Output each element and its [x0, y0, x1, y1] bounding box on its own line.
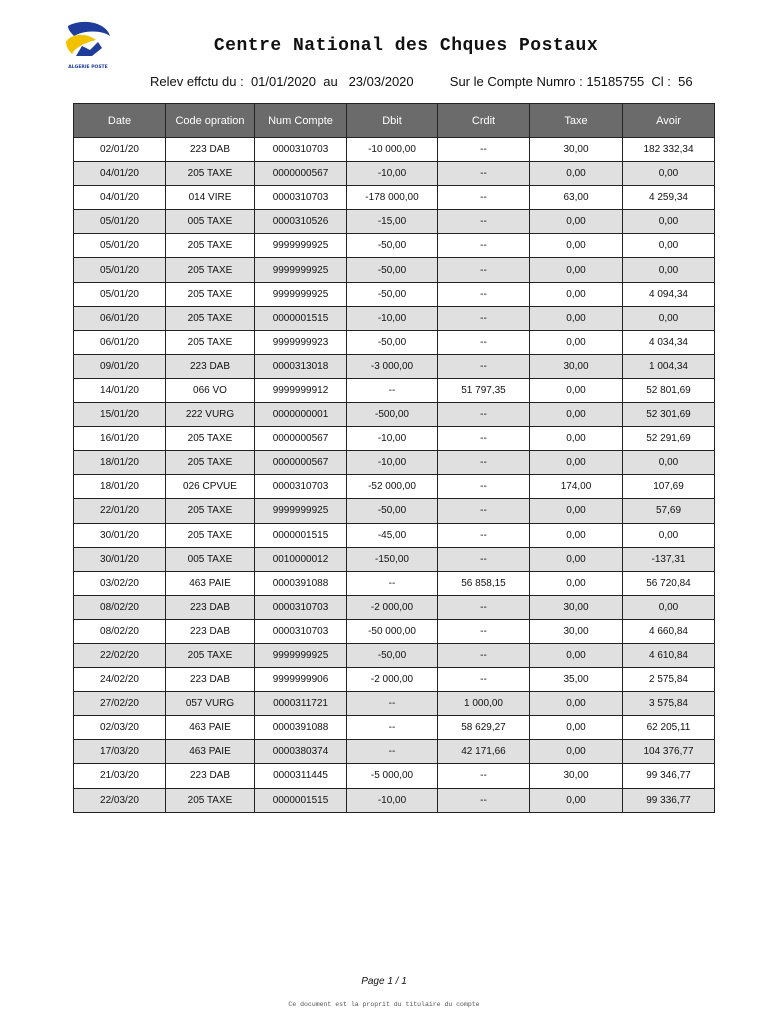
transactions-body	[74, 138, 715, 813]
credit-cell: --	[438, 427, 530, 451]
credit-cell: --	[438, 162, 530, 186]
date-cell: 08/02/20	[74, 595, 166, 619]
num-compte-cell: 0000391088	[255, 716, 347, 740]
avoir-cell: 4 610,84	[623, 643, 715, 667]
avoir-cell: 99 336,77	[623, 788, 715, 812]
avoir-cell: 0,00	[623, 234, 715, 258]
date-cell: 02/01/20	[74, 138, 166, 162]
table-row	[74, 523, 715, 547]
table-row	[74, 210, 715, 234]
avoir-cell: 52 301,69	[623, 403, 715, 427]
date-cell: 18/01/20	[74, 451, 166, 475]
debit-cell: -10,00	[347, 427, 438, 451]
date-cell: 18/01/20	[74, 475, 166, 499]
table-row	[74, 234, 715, 258]
table-row	[74, 403, 715, 427]
avoir-cell: 104 376,77	[623, 740, 715, 764]
taxe-cell: 174,00	[530, 475, 623, 499]
taxe-cell: 0,00	[530, 282, 623, 306]
taxe-cell: 0,00	[530, 788, 623, 812]
credit-cell: --	[438, 138, 530, 162]
cle-label: Cl :	[651, 74, 671, 89]
code-operation-cell: 057 VURG	[166, 692, 255, 716]
code-operation-cell: 205 TAXE	[166, 306, 255, 330]
code-operation-cell: 205 TAXE	[166, 643, 255, 667]
avoir-cell: 0,00	[623, 523, 715, 547]
date-cell: 16/01/20	[74, 427, 166, 451]
num-compte-cell: 0000000001	[255, 403, 347, 427]
num-compte-cell: 0000310703	[255, 186, 347, 210]
num-compte-cell: 0000000567	[255, 451, 347, 475]
num-compte-cell: 0000310703	[255, 138, 347, 162]
code-operation-cell: 205 TAXE	[166, 427, 255, 451]
debit-cell: -10,00	[347, 788, 438, 812]
debit-cell: -178 000,00	[347, 186, 438, 210]
date-cell: 05/01/20	[74, 210, 166, 234]
num-compte-cell: 0000001515	[255, 788, 347, 812]
code-operation-cell: 205 TAXE	[166, 499, 255, 523]
code-operation-cell: 463 PAIE	[166, 716, 255, 740]
code-operation-cell: 014 VIRE	[166, 186, 255, 210]
credit-cell: --	[438, 210, 530, 234]
date-cell: 06/01/20	[74, 306, 166, 330]
table-row	[74, 186, 715, 210]
compte-label: Sur le Compte Numro :	[449, 74, 583, 89]
table-row	[74, 668, 715, 692]
logo-caption: ALGERIE POSTE	[68, 65, 108, 70]
debit-cell: -10,00	[347, 162, 438, 186]
avoir-cell: 0,00	[623, 258, 715, 282]
table-row	[74, 788, 715, 812]
debit-cell: -150,00	[347, 547, 438, 571]
avoir-cell: 182 332,34	[623, 138, 715, 162]
num-compte-cell: 9999999906	[255, 668, 347, 692]
num-compte-cell: 0000310703	[255, 475, 347, 499]
debit-cell: -50,00	[347, 499, 438, 523]
date-cell: 09/01/20	[74, 354, 166, 378]
date-cell: 05/01/20	[74, 282, 166, 306]
taxe-cell: 0,00	[530, 547, 623, 571]
document-title: Centre National des Chques Postaux	[213, 36, 599, 56]
code-operation-cell: 463 PAIE	[166, 740, 255, 764]
transactions-table	[73, 103, 715, 813]
table-row	[74, 475, 715, 499]
table-row	[74, 451, 715, 475]
taxe-cell: 0,00	[530, 378, 623, 402]
taxe-cell: 0,00	[530, 716, 623, 740]
num-compte-cell: 0000313018	[255, 354, 347, 378]
table-row	[74, 499, 715, 523]
debit-cell: -10 000,00	[347, 138, 438, 162]
taxe-cell: 0,00	[530, 403, 623, 427]
debit-cell: -2 000,00	[347, 595, 438, 619]
avoir-cell: 0,00	[623, 210, 715, 234]
code-operation-cell: 205 TAXE	[166, 451, 255, 475]
debit-cell: -50,00	[347, 234, 438, 258]
debit-cell: --	[347, 571, 438, 595]
avoir-cell: 107,69	[623, 475, 715, 499]
column-header-avoir: Avoir	[623, 104, 715, 138]
num-compte-cell: 0000001515	[255, 523, 347, 547]
compte-numero: 15185755	[586, 74, 645, 89]
credit-cell: --	[438, 619, 530, 643]
date-from: 01/01/2020	[250, 74, 317, 89]
table-row	[74, 378, 715, 402]
num-compte-cell: 9999999925	[255, 643, 347, 667]
debit-cell: -50,00	[347, 282, 438, 306]
date-cell: 17/03/20	[74, 740, 166, 764]
code-operation-cell: 223 DAB	[166, 138, 255, 162]
date-cell: 30/01/20	[74, 523, 166, 547]
code-operation-cell: 205 TAXE	[166, 788, 255, 812]
cle-value: 56	[678, 74, 693, 89]
date-cell: 14/01/20	[74, 378, 166, 402]
code-operation-cell: 026 CPVUE	[166, 475, 255, 499]
taxe-cell: 0,00	[530, 571, 623, 595]
credit-cell: --	[438, 643, 530, 667]
table-row	[74, 619, 715, 643]
debit-cell: --	[347, 692, 438, 716]
taxe-cell: 63,00	[530, 186, 623, 210]
taxe-cell: 0,00	[530, 258, 623, 282]
num-compte-cell: 9999999925	[255, 499, 347, 523]
date-cell: 27/02/20	[74, 692, 166, 716]
taxe-cell: 30,00	[530, 764, 623, 788]
taxe-cell: 0,00	[530, 162, 623, 186]
num-compte-cell: 9999999923	[255, 330, 347, 354]
credit-cell: --	[438, 668, 530, 692]
num-compte-cell: 0000310703	[255, 619, 347, 643]
date-cell: 04/01/20	[74, 162, 166, 186]
num-compte-cell: 0000380374	[255, 740, 347, 764]
date-to: 23/03/2020	[348, 74, 414, 89]
column-header-code-operation: Code opration	[166, 104, 255, 138]
avoir-cell: 99 346,77	[623, 764, 715, 788]
table-row	[74, 282, 715, 306]
date-cell: 03/02/20	[74, 571, 166, 595]
avoir-cell: 52 291,69	[623, 427, 715, 451]
date-cell: 22/03/20	[74, 788, 166, 812]
debit-cell: -52 000,00	[347, 475, 438, 499]
debit-cell: -10,00	[347, 451, 438, 475]
credit-cell: --	[438, 258, 530, 282]
code-operation-cell: 005 TAXE	[166, 210, 255, 234]
date-cell: 22/02/20	[74, 643, 166, 667]
credit-cell: --	[438, 403, 530, 427]
debit-cell: -50 000,00	[347, 619, 438, 643]
code-operation-cell: 205 TAXE	[166, 523, 255, 547]
avoir-cell: 3 575,84	[623, 692, 715, 716]
table-row	[74, 258, 715, 282]
code-operation-cell: 205 TAXE	[166, 234, 255, 258]
num-compte-cell: 0000311445	[255, 764, 347, 788]
code-operation-cell: 463 PAIE	[166, 571, 255, 595]
date-cell: 05/01/20	[74, 234, 166, 258]
taxe-cell: 0,00	[530, 451, 623, 475]
date-cell: 04/01/20	[74, 186, 166, 210]
debit-cell: -45,00	[347, 523, 438, 547]
num-compte-cell: 0000311721	[255, 692, 347, 716]
debit-cell: --	[347, 716, 438, 740]
num-compte-cell: 0000000567	[255, 162, 347, 186]
avoir-cell: 0,00	[623, 162, 715, 186]
debit-cell: --	[347, 740, 438, 764]
avoir-cell: 2 575,84	[623, 668, 715, 692]
table-row	[74, 306, 715, 330]
code-operation-cell: 066 VO	[166, 378, 255, 402]
credit-cell: --	[438, 306, 530, 330]
avoir-cell: 62 205,11	[623, 716, 715, 740]
debit-cell: -10,00	[347, 306, 438, 330]
taxe-cell: 0,00	[530, 740, 623, 764]
table-row	[74, 692, 715, 716]
num-compte-cell: 0000310526	[255, 210, 347, 234]
taxe-cell: 30,00	[530, 619, 623, 643]
taxe-cell: 0,00	[530, 499, 623, 523]
taxe-cell: 0,00	[530, 643, 623, 667]
num-compte-cell: 9999999925	[255, 234, 347, 258]
code-operation-cell: 223 DAB	[166, 668, 255, 692]
num-compte-cell: 0000000567	[255, 427, 347, 451]
taxe-cell: 30,00	[530, 354, 623, 378]
num-compte-cell: 0000001515	[255, 306, 347, 330]
debit-cell: -500,00	[347, 403, 438, 427]
date-cell: 05/01/20	[74, 258, 166, 282]
table-row	[74, 162, 715, 186]
column-header-credit: Crdit	[438, 104, 530, 138]
column-header-debit: Dbit	[347, 104, 438, 138]
avoir-cell: 4 094,34	[623, 282, 715, 306]
taxe-cell: 35,00	[530, 668, 623, 692]
ownership-note: Ce document est la proprit du titulaire du compte	[288, 1001, 480, 1008]
code-operation-cell: 205 TAXE	[166, 330, 255, 354]
taxe-cell: 30,00	[530, 138, 623, 162]
debit-cell: --	[347, 378, 438, 402]
table-row	[74, 595, 715, 619]
credit-cell: 1 000,00	[438, 692, 530, 716]
code-operation-cell: 223 DAB	[166, 764, 255, 788]
credit-cell: 51 797,35	[438, 378, 530, 402]
taxe-cell: 0,00	[530, 234, 623, 258]
credit-cell: --	[438, 595, 530, 619]
column-header-num-compte: Num Compte	[255, 104, 347, 138]
credit-cell: --	[438, 499, 530, 523]
avoir-cell: 4 259,34	[623, 186, 715, 210]
releve-label: Relev effctu du :	[150, 74, 244, 89]
date-cell: 30/01/20	[74, 547, 166, 571]
taxe-cell: 0,00	[530, 427, 623, 451]
avoir-cell: 0,00	[623, 451, 715, 475]
avoir-cell: 57,69	[623, 499, 715, 523]
debit-cell: -50,00	[347, 330, 438, 354]
taxe-cell: 0,00	[530, 210, 623, 234]
code-operation-cell: 223 DAB	[166, 354, 255, 378]
debit-cell: -2 000,00	[347, 668, 438, 692]
date-cell: 22/01/20	[74, 499, 166, 523]
num-compte-cell: 0010000012	[255, 547, 347, 571]
credit-cell: --	[438, 764, 530, 788]
table-row	[74, 427, 715, 451]
table-row	[74, 740, 715, 764]
credit-cell: 56 858,15	[438, 571, 530, 595]
num-compte-cell: 9999999925	[255, 258, 347, 282]
credit-cell: 42 171,66	[438, 740, 530, 764]
debit-cell: -5 000,00	[347, 764, 438, 788]
code-operation-cell: 005 TAXE	[166, 547, 255, 571]
code-operation-cell: 205 TAXE	[166, 282, 255, 306]
credit-cell: --	[438, 186, 530, 210]
credit-cell: --	[438, 234, 530, 258]
debit-cell: -50,00	[347, 643, 438, 667]
avoir-cell: 0,00	[623, 306, 715, 330]
column-header-taxe: Taxe	[530, 104, 623, 138]
credit-cell: --	[438, 451, 530, 475]
credit-cell: --	[438, 354, 530, 378]
date-cell: 21/03/20	[74, 764, 166, 788]
num-compte-cell: 9999999925	[255, 282, 347, 306]
taxe-cell: 0,00	[530, 523, 623, 547]
credit-cell: --	[438, 330, 530, 354]
code-operation-cell: 223 DAB	[166, 619, 255, 643]
credit-cell: 58 629,27	[438, 716, 530, 740]
code-operation-cell: 205 TAXE	[166, 162, 255, 186]
num-compte-cell: 0000310703	[255, 595, 347, 619]
table-row	[74, 354, 715, 378]
credit-cell: --	[438, 282, 530, 306]
date-cell: 15/01/20	[74, 403, 166, 427]
avoir-cell: 52 801,69	[623, 378, 715, 402]
avoir-cell: -137,31	[623, 547, 715, 571]
au-label: au	[323, 74, 338, 89]
date-cell: 06/01/20	[74, 330, 166, 354]
date-cell: 02/03/20	[74, 716, 166, 740]
column-header-date: Date	[74, 104, 166, 138]
table-row	[74, 547, 715, 571]
table-row	[74, 138, 715, 162]
table-row	[74, 716, 715, 740]
avoir-cell: 56 720,84	[623, 571, 715, 595]
credit-cell: --	[438, 547, 530, 571]
avoir-cell: 1 004,34	[623, 354, 715, 378]
table-row	[74, 330, 715, 354]
table-row	[74, 643, 715, 667]
credit-cell: --	[438, 523, 530, 547]
credit-cell: --	[438, 475, 530, 499]
debit-cell: -15,00	[347, 210, 438, 234]
taxe-cell: 30,00	[530, 595, 623, 619]
num-compte-cell: 0000391088	[255, 571, 347, 595]
avoir-cell: 0,00	[623, 595, 715, 619]
taxe-cell: 0,00	[530, 306, 623, 330]
taxe-cell: 0,00	[530, 692, 623, 716]
num-compte-cell: 9999999912	[255, 378, 347, 402]
debit-cell: -3 000,00	[347, 354, 438, 378]
code-operation-cell: 222 VURG	[166, 403, 255, 427]
date-cell: 24/02/20	[74, 668, 166, 692]
avoir-cell: 4 034,34	[623, 330, 715, 354]
debit-cell: -50,00	[347, 258, 438, 282]
taxe-cell: 0,00	[530, 330, 623, 354]
statement-period-line	[150, 74, 693, 89]
table-row	[74, 571, 715, 595]
avoir-cell: 4 660,84	[623, 619, 715, 643]
date-cell: 08/02/20	[74, 619, 166, 643]
code-operation-cell: 223 DAB	[166, 595, 255, 619]
code-operation-cell: 205 TAXE	[166, 258, 255, 282]
table-header-row	[74, 104, 715, 138]
table-row	[74, 764, 715, 788]
credit-cell: --	[438, 788, 530, 812]
page-number: Page 1 / 1	[361, 976, 407, 987]
